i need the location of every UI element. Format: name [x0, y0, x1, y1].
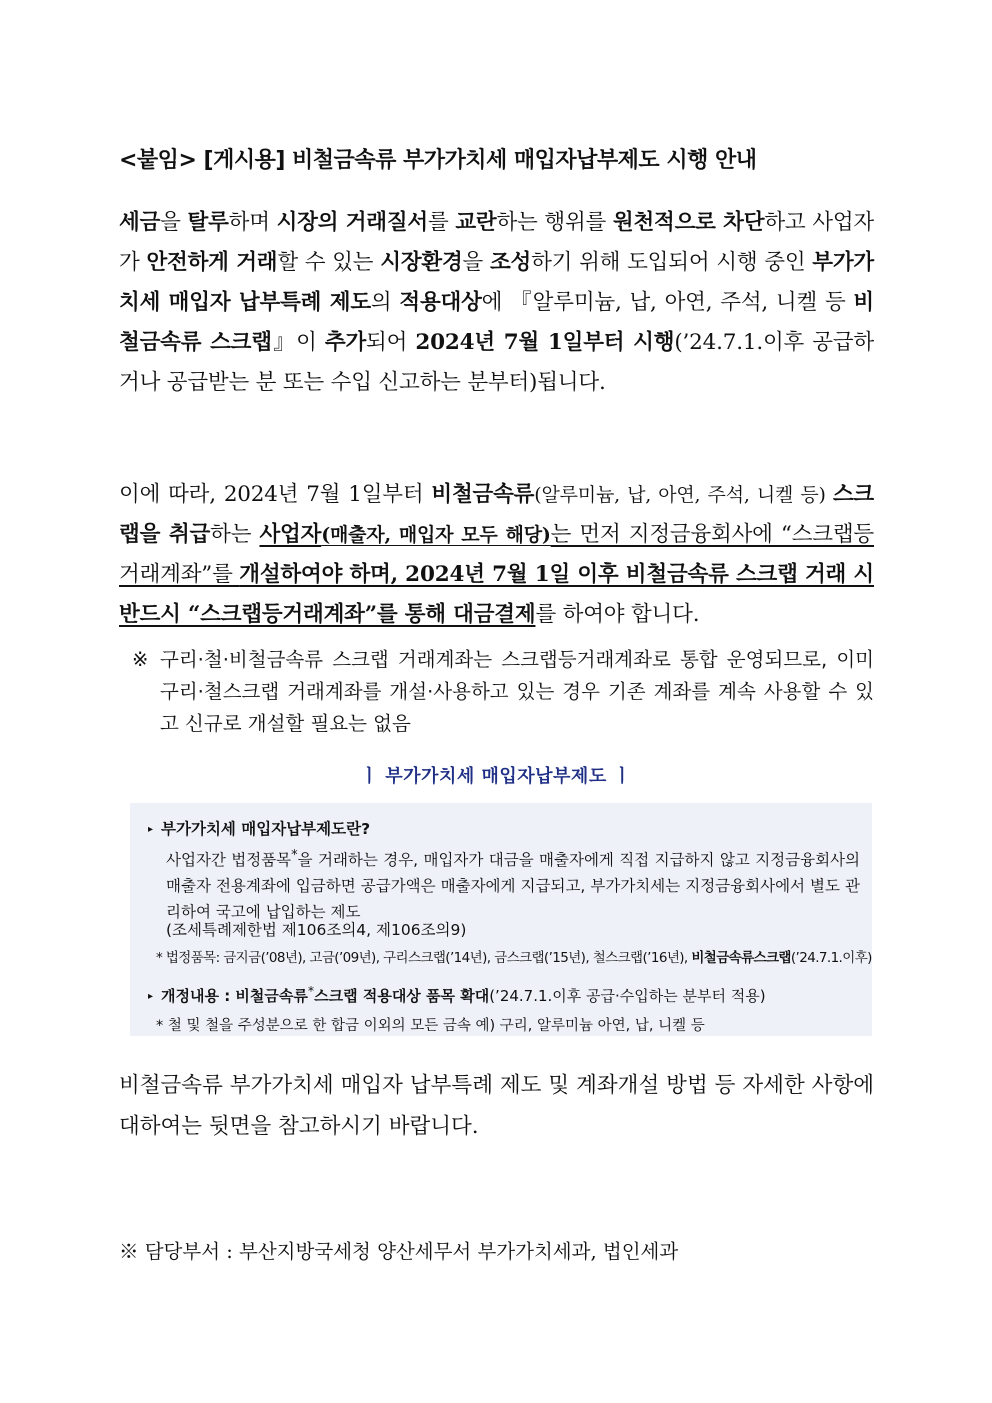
page-title: <붙임> [게시용] 비철금속류 부가가치세 매입자납부제도 시행 안내 [119, 148, 757, 173]
revision-label: 개정내용 : 비철금속류 [161, 987, 308, 1005]
items-text: * 법정품목: 금지금(’08년), 고금(’09년), 구리스크랩(’14년), 금스크랩(’15년), 철스크랩(’16년), [156, 950, 692, 966]
question-text: 부가가치세 매입자납부제도란? [161, 820, 371, 838]
p2-run: 스크랩을 취급 [119, 482, 874, 547]
items-highlight: 비철금속류스크랩 [691, 950, 791, 966]
desc-text-a: 사업자간 법정품목 [166, 851, 292, 870]
closing-paragraph: 비철금속류 부가가치세 매입자 납부특례 제도 및 계좌개설 방법 등 자세한 사항에 대하여는 뒷면을 참고하시기 바랍니다. [119, 1073, 874, 1139]
p1-run: 적용대상 [399, 290, 482, 315]
p1-run: 탈루 [187, 210, 229, 235]
footnote-star: * [307, 983, 315, 998]
p1-run: 에 『알루미늄, 납, 아연, 주석, 니켈 등 [481, 290, 854, 315]
p1-run: 비철금속류 스크랩 [119, 290, 874, 355]
p2-run: 비철금속류 [431, 482, 535, 507]
p2-run: 사업자 [259, 522, 322, 547]
box-heading: ㅣ 부가가치세 매입자납부제도 ㅣ [360, 766, 632, 787]
law-reference: (조세특례제한법 제106조의4, 제106조의9) [166, 921, 467, 939]
p2-run: 이에 따라, 2024년 7월 1일부터 [119, 482, 432, 507]
p1-run: 안전하게 거래 [146, 250, 278, 275]
statutory-items [156, 946, 872, 966]
p1-run: 을 [160, 210, 188, 235]
metal-example: * 철 및 철을 주성분으로 한 합금 이외의 모든 금속 예) 구리, 알루미늄 아연, 납, 니켈 등 [156, 1018, 705, 1034]
p1-run: 하고 사업자가 [119, 210, 874, 275]
desc-text-b: 을 거래하는 경우, 매입자가 대금을 매출자에게 직접 지급하지 않고 지정금융회사의 매출자 전용계좌에 입금하면 공급가액은 매출자에게 지급되고, 부가가치세는 지정금융회사에서 별도 관리하여 국고에 납입하는 제도 [166, 851, 861, 922]
p2-run: (매출자, 매입자 모두 해당) [321, 524, 551, 546]
items-date: (’24.7.1.이후) [790, 950, 872, 966]
bullet-icon: ▸ [148, 824, 154, 835]
footnote-star: * [291, 848, 298, 863]
info-box [130, 803, 872, 1036]
p1-run: 할 수 있는 [277, 250, 381, 275]
revision-bold: 스크랩 적용대상 품목 확대 [314, 987, 490, 1005]
p1-run: 시장의 거래질서 [276, 210, 428, 235]
intro-paragraph [119, 203, 874, 403]
p1-run: 시장환경 [380, 250, 463, 275]
p1-run: 부가가치세 매입자 납부특례 제도 [119, 250, 874, 315]
p1-run: 하며 [228, 210, 277, 235]
p1-run: 2024년 7월 1일부터 시행 [415, 330, 675, 355]
p1-run: 을 [462, 250, 490, 275]
p1-run: 하는 행위를 [496, 210, 613, 235]
p2-run: 를 하여야 합니다. [535, 602, 700, 627]
bullet-icon: ▸ [148, 991, 154, 1002]
p1-run: 교란 [455, 210, 497, 235]
p1-run: 되어 [366, 330, 416, 355]
p1-run: 의 [370, 290, 400, 315]
p1-run: (’24.7.1.이후 공급하거나 공급받는 분 또는 수입 신고하는 분부터)됩니다. [119, 330, 874, 395]
p2-run: 하는 [210, 522, 260, 547]
p1-run: 』이 [271, 330, 325, 355]
p1-run: 원천적으로 차단 [612, 210, 765, 235]
p1-run: 하기 위해 도입되어 시행 중인 [531, 250, 813, 275]
reference-mark: ※ [132, 648, 149, 671]
note-text: 구리·철·비철금속류 스크랩 거래계좌는 스크랩등거래계좌로 통합 운영되므로, 이미 구리·철스크랩 거래계좌를 개설·사용하고 있는 경우 기존 계좌를 계속 사용할 수 있고 신규로 개설할 필요는 없음 [160, 648, 874, 735]
revision-note: (’24.7.1.이후 공급·수입하는 분부터 적용) [489, 987, 766, 1005]
info-description [166, 843, 860, 925]
p2-run: 개설하여야 하며, 2024년 7월 1일 이후 비철금속류 스크랩 거래 시 반드시 “스크랩등거래계좌”를 통해 대금결제 [119, 562, 874, 627]
contact-department: ※ 담당부서 : 부산지방국세청 양산세무서 부가가치세과, 법인세과 [119, 1240, 679, 1263]
p2-run: 는 먼저 지정금융회사에 “스크랩등거래계좌”를 [119, 522, 874, 587]
p1-run: 조성 [489, 250, 532, 275]
account-note [132, 644, 874, 740]
p2-run: (알루미늄, 납, 아연, 주석, 니켈 등) [534, 484, 833, 506]
p1-run: 추가 [324, 330, 367, 355]
p1-run: 세금 [119, 210, 161, 235]
p1-run: 를 [427, 210, 456, 235]
guidance-paragraph [119, 475, 874, 635]
info-question [148, 817, 860, 839]
revision-line [148, 983, 860, 1006]
